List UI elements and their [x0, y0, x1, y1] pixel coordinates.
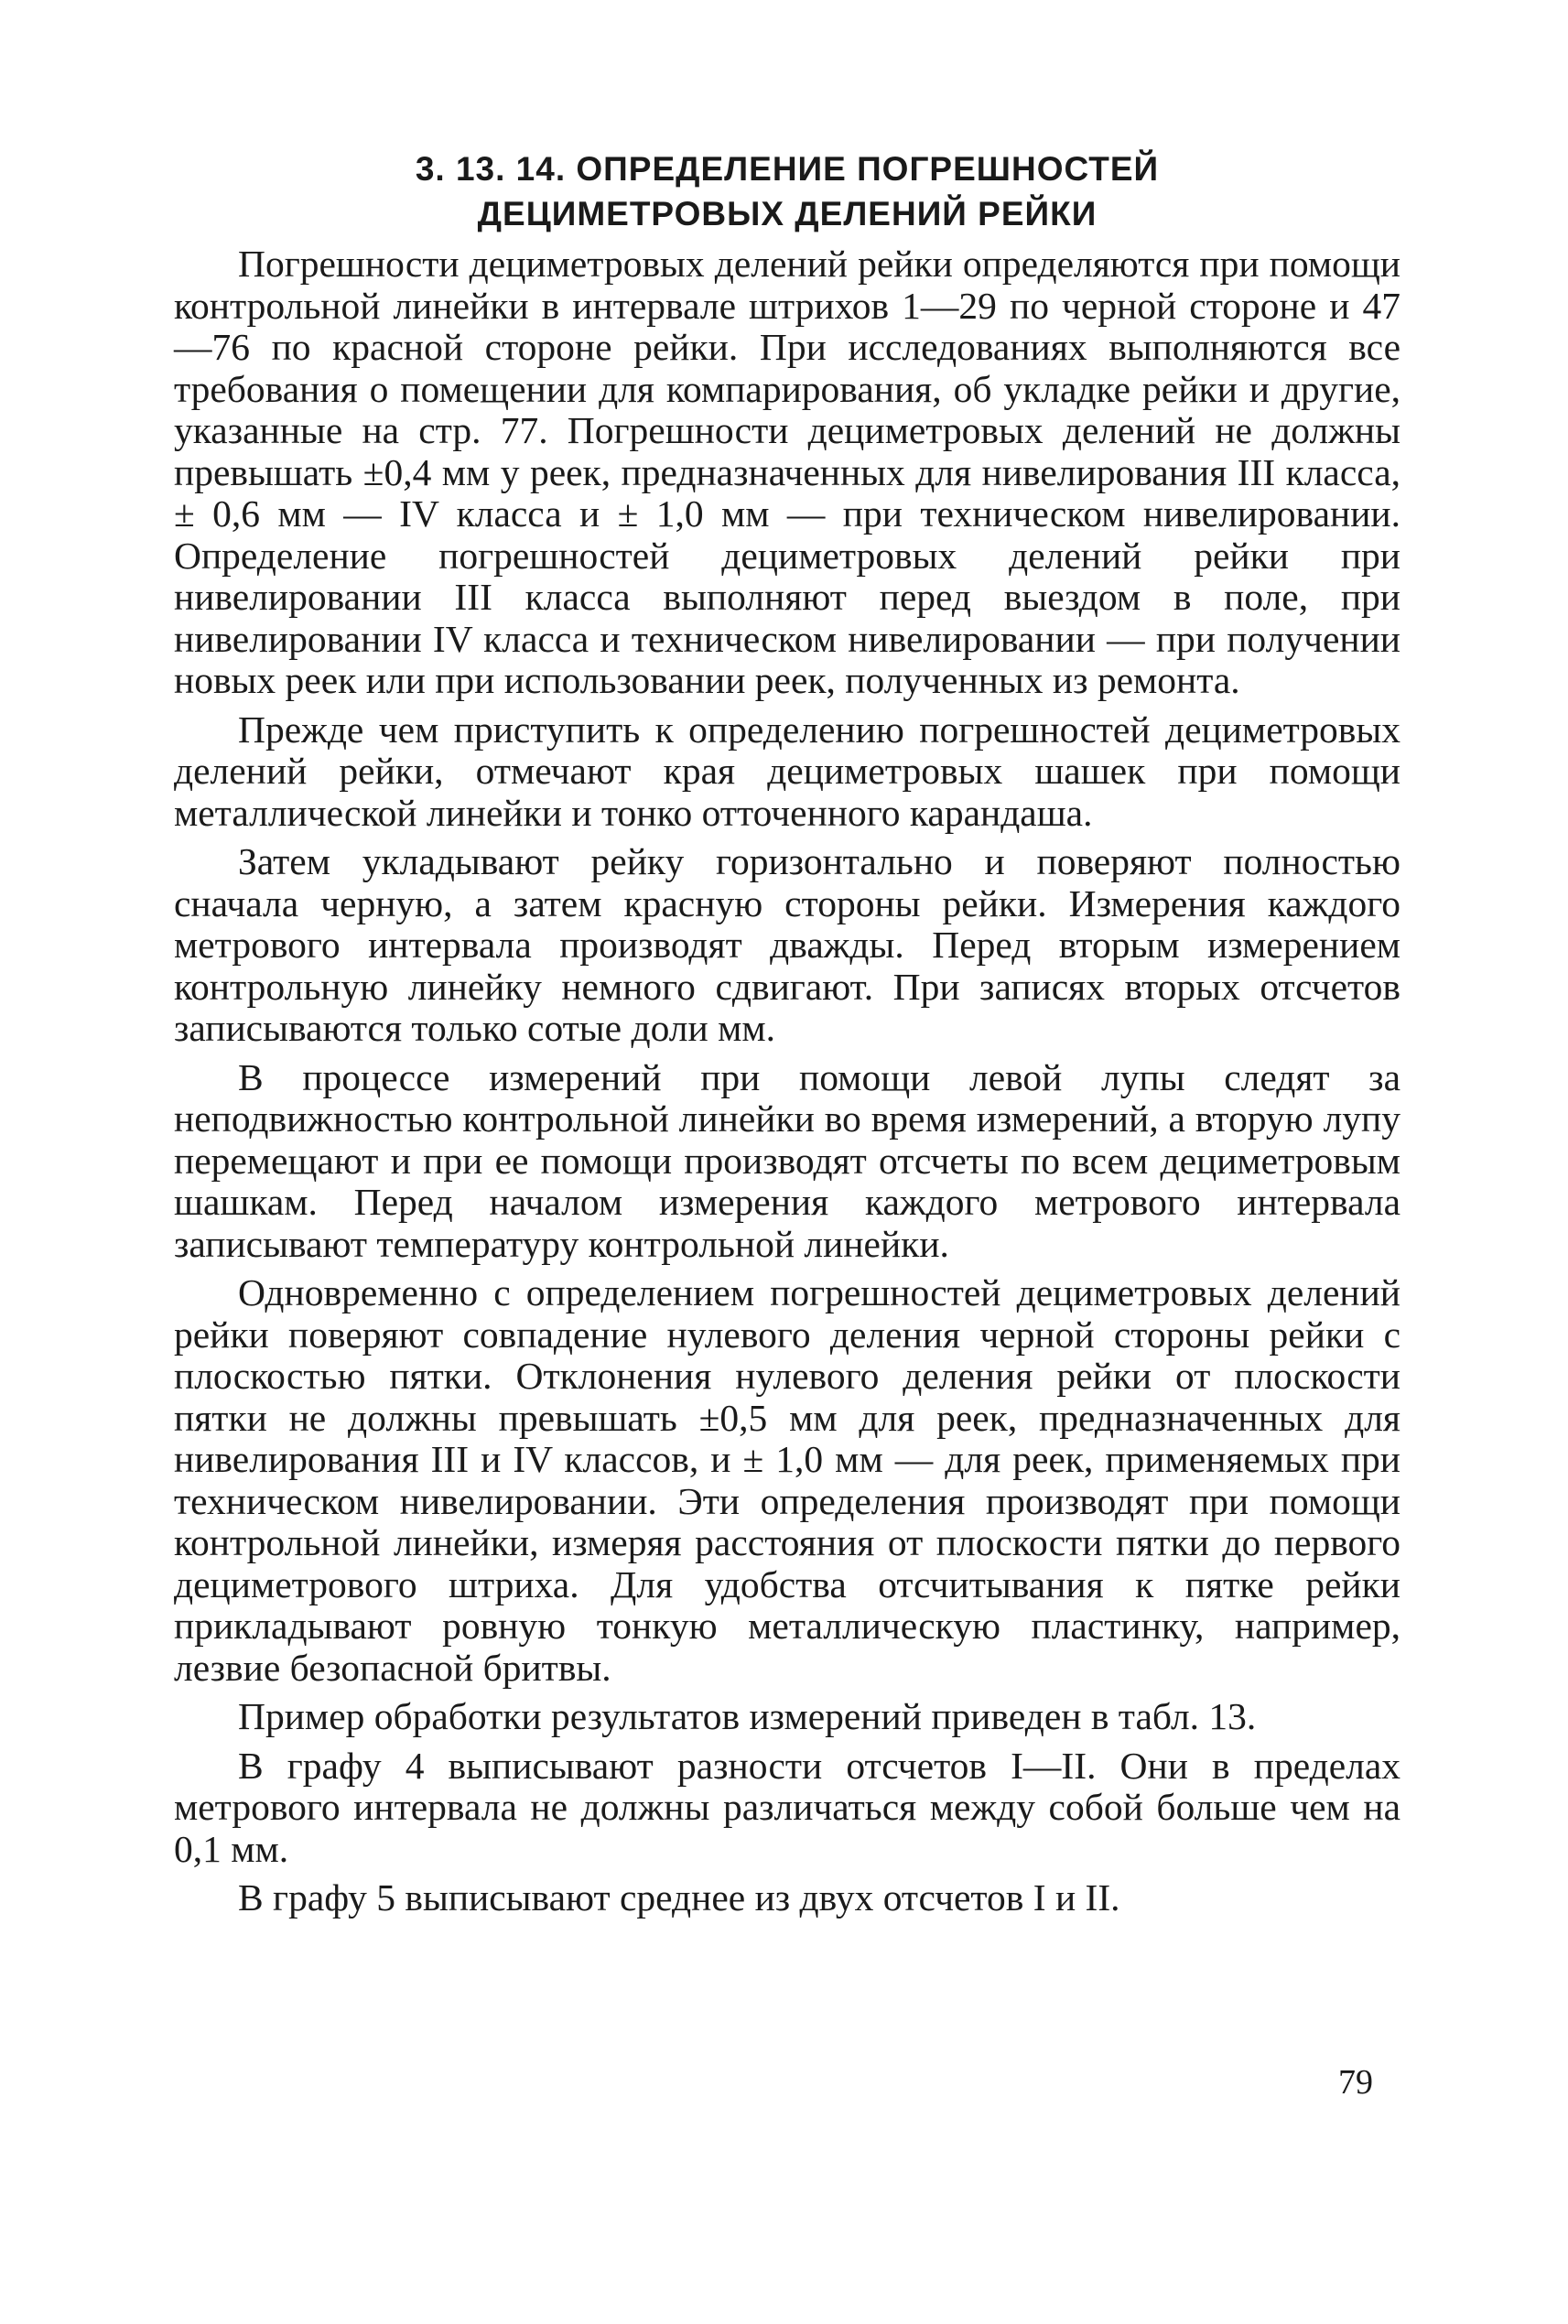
section-number: 3. 13. 14.	[415, 150, 567, 188]
page-number: 79	[1338, 2063, 1373, 2102]
section-heading-line-1	[174, 146, 1400, 191]
page-body	[174, 146, 1400, 1927]
paragraph: В процессе измерений при помощи левой лупы следят за неподвижностью контрольной линейки во время измерений, а вторую лупу перемещают и при ее помощи производят отсчеты по всем дециметровым шашкам. Перед началом измерения каждого метрового интервала записывают температуру контрольной линейки.	[174, 1055, 1400, 1265]
section-title-line-1: ОПРЕДЕЛЕНИЕ ПОГРЕШНОСТЕЙ	[576, 150, 1160, 188]
paragraph: Пример обработки результатов измерений приведен в табл. 13.	[238, 1695, 1257, 1737]
paragraph: Прежде чем приступить к определению погрешностей дециметровых делений рейки, отмечают края дециметровых шашек при помощи металлической линейки и тонко отточенного карандаша.	[174, 708, 1400, 834]
paragraph: Затем укладывают рейку горизонтально и поверяют полностью сначала черную, а затем красную стороны рейки. Измерения каждого метрового интервала производят дважды. Перед вторым измерением контрольную линейку немного сдвигают. При записях вторых отсчетов записываются только сотые доли мм.	[174, 840, 1400, 1049]
paragraph: В графу 5 выписывают среднее из двух отсчетов I и II.	[238, 1876, 1120, 1919]
paragraph: В графу 4 выписывают разности отсчетов I—II. Они в пределах метрового интервала не должны различаться между собой больше чем на 0,1 мм.	[174, 1744, 1400, 1870]
paragraph: Погрешности дециметровых делений рейки определяются при помощи контрольной линейки в интервале штрихов 1—29 по черной стороне и 47—76 по красной стороне рейки. При исследованиях выполняются все требования о помещении для компарирования, об укладке рейки и другие, указанные на стр. 77. Погрешности дециметровых делений не должны превышать ±0,4 мм у реек, предназначенных для нивелирования III класса, ± 0,6 мм — IV класса и ± 1,0 мм — при техническом нивелировании. Определение погрешностей дециметровых делений рейки при нивелировании III класса выполняют перед выездом в поле, при нивелировании IV класса и техническом нивелировании — при получении новых реек или при использовании реек, полученных из ремонта.	[174, 243, 1400, 701]
section-title-line-2: ДЕЦИМЕТРОВЫХ ДЕЛЕНИЙ РЕЙКИ	[477, 195, 1098, 232]
paragraph: Одновременно с определением погрешностей дециметровых делений рейки поверяют совпадение нулевого деления черной стороны рейки с плоскостью пятки. Отклонения нулевого деления рейки от плоскости пятки не должны превышать ±0,5 мм для реек, предназначенных для нивелирования III и IV классов, и ± 1,0 мм — для реек, применяемых при техническом нивелировании. Эти определения производят при помощи контрольной линейки, измеряя расстояния от плоскости пятки до первого дециметрового штриха. Для удобства отсчитывания к пятке рейки прикладывают ровную тонкую металлическую пластинку, например, лезвие безопасной бритвы.	[174, 1271, 1400, 1689]
section-heading	[174, 146, 1400, 236]
